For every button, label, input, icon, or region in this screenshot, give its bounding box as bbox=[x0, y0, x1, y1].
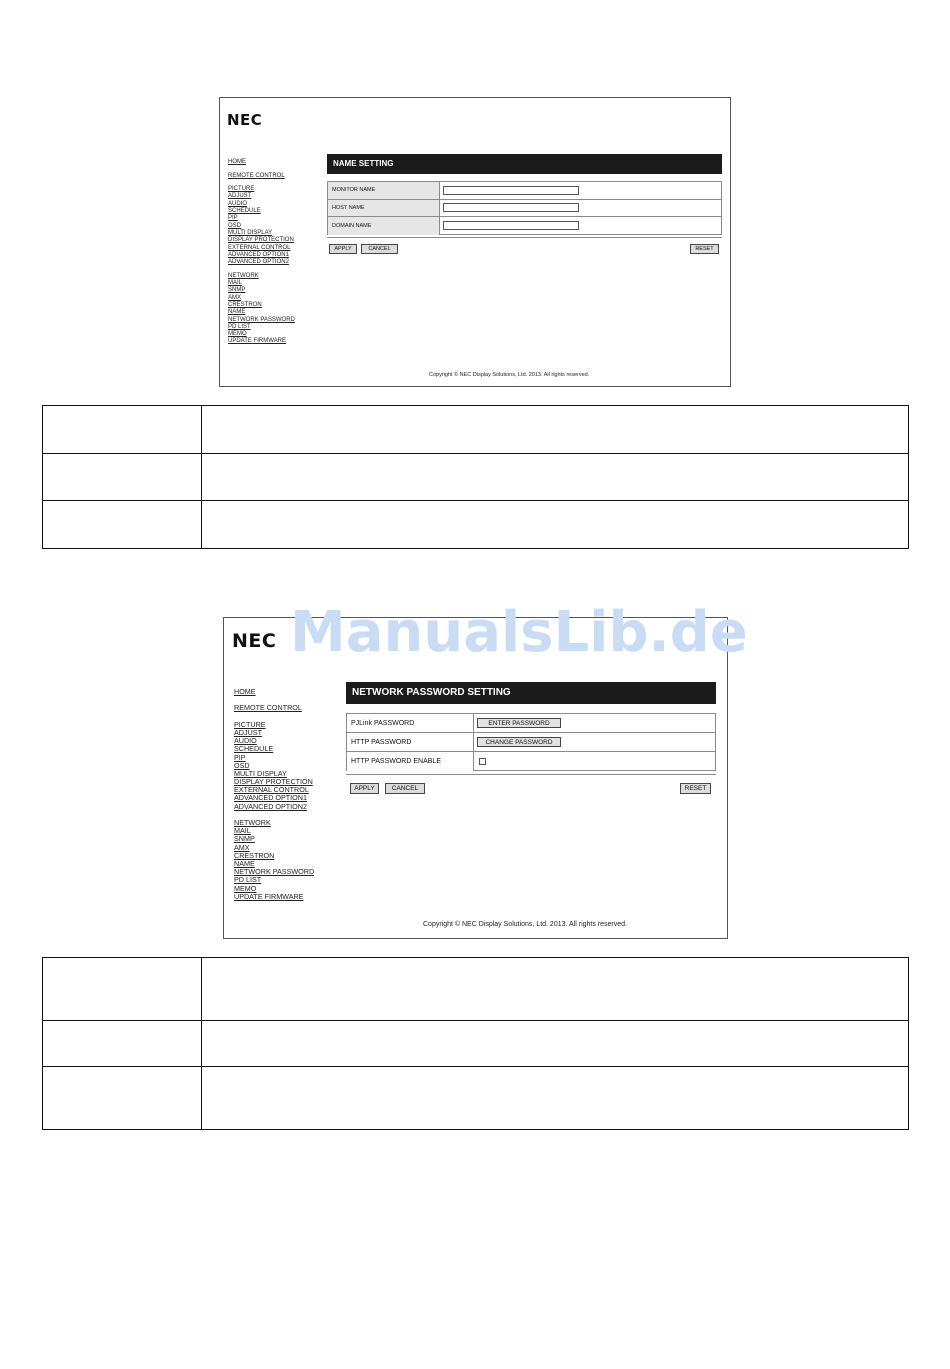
table-cell-value bbox=[202, 1067, 909, 1130]
nav-item-memo[interactable]: MEMO bbox=[234, 883, 257, 893]
nav-item-osd[interactable]: OSD bbox=[228, 222, 242, 229]
nav-item-remote-control[interactable]: REMOTE CONTROL bbox=[234, 703, 302, 713]
nav-item-osd[interactable]: OSD bbox=[234, 760, 250, 770]
table-row bbox=[43, 1021, 909, 1067]
nav-item-network[interactable]: NETWORK bbox=[234, 818, 271, 827]
nec-logo: NEC bbox=[227, 111, 263, 129]
network-password-screenshot bbox=[223, 617, 728, 939]
table-cell-key bbox=[43, 453, 202, 501]
sidebar-nav bbox=[234, 688, 314, 901]
host-name-label: HOST NAME bbox=[328, 200, 440, 217]
nav-item-multi-display[interactable]: MULTI DISPLAY bbox=[228, 229, 273, 236]
http-password-enable-checkbox[interactable] bbox=[479, 758, 486, 765]
nav-item-amx[interactable]: AMX bbox=[228, 294, 242, 301]
table-cell-key bbox=[43, 406, 202, 454]
page-title: NAME SETTING bbox=[327, 154, 722, 174]
nav-item-pd-list[interactable]: PD LIST bbox=[234, 875, 262, 885]
form-row-http-password bbox=[347, 733, 715, 752]
form-row-domain-name bbox=[328, 217, 721, 235]
nav-item-display-protection[interactable]: DISPLAY PROTECTION bbox=[234, 777, 313, 787]
nav-item-amx[interactable]: AMX bbox=[234, 842, 250, 852]
http-password-enable-label: HTTP PASSWORD ENABLE bbox=[347, 752, 474, 771]
nav-item-crestron[interactable]: CRESTRON bbox=[234, 850, 275, 860]
nav-item-external-control[interactable]: EXTERNAL CONTROL bbox=[228, 244, 291, 251]
table-cell-key bbox=[43, 1067, 202, 1130]
name-setting-screenshot bbox=[219, 97, 731, 387]
nav-item-advanced-option2[interactable]: ADVANCED OPTION2 bbox=[228, 259, 289, 266]
nav-item-display-protection[interactable]: DISPLAY PROTECTION bbox=[228, 237, 294, 244]
table-cell-value bbox=[202, 1021, 909, 1067]
table-cell-key bbox=[43, 1021, 202, 1067]
nav-item-pd-list[interactable]: PD LIST bbox=[228, 323, 251, 330]
table-cell-value bbox=[202, 406, 909, 454]
table-cell-key bbox=[43, 958, 202, 1021]
nav-item-name[interactable]: NAME bbox=[234, 858, 255, 868]
nav-item-snmp[interactable]: SNMP bbox=[228, 287, 246, 294]
nav-item-audio[interactable]: AUDIO bbox=[234, 736, 257, 746]
form-row-host-name bbox=[328, 200, 721, 218]
nav-item-snmp[interactable]: SNMP bbox=[234, 834, 255, 844]
divider bbox=[346, 774, 716, 775]
table-cell-value bbox=[202, 501, 909, 549]
table-cell-key bbox=[43, 501, 202, 549]
table-row bbox=[43, 1067, 909, 1130]
table-row bbox=[43, 453, 909, 501]
apply-button[interactable]: APPLY bbox=[329, 244, 357, 254]
nav-item-advanced-option1[interactable]: ADVANCED OPTION1 bbox=[234, 793, 307, 803]
table-cell-value bbox=[202, 453, 909, 501]
enter-password-button[interactable]: ENTER PASSWORD bbox=[477, 718, 561, 728]
table-row bbox=[43, 958, 909, 1021]
nav-item-memo[interactable]: MEMO bbox=[228, 331, 247, 338]
nav-item-network-password[interactable]: NETWORK PASSWORD bbox=[234, 867, 315, 877]
domain-name-label: DOMAIN NAME bbox=[328, 217, 440, 235]
form-row-monitor-name bbox=[328, 182, 721, 200]
monitor-name-input[interactable] bbox=[443, 186, 579, 195]
copyright-text: Copyright © NEC Display Solutions, Ltd. 2013. All rights reserved. bbox=[423, 921, 627, 928]
nav-item-pip[interactable]: PIP bbox=[228, 215, 238, 222]
nav-item-crestron[interactable]: CRESTRON bbox=[228, 301, 262, 308]
description-table-1 bbox=[42, 405, 909, 549]
nav-item-picture[interactable]: PICTURE bbox=[228, 186, 255, 193]
reset-button[interactable]: RESET bbox=[680, 783, 711, 794]
monitor-name-label: MONITOR NAME bbox=[328, 182, 440, 199]
nav-item-external-control[interactable]: EXTERNAL CONTROL bbox=[234, 785, 309, 795]
domain-name-input[interactable] bbox=[443, 221, 579, 230]
page-title: NETWORK PASSWORD SETTING bbox=[346, 682, 716, 704]
nav-item-adjust[interactable]: ADJUST bbox=[234, 727, 262, 737]
apply-button[interactable]: APPLY bbox=[350, 783, 379, 794]
nav-item-name[interactable]: NAME bbox=[228, 309, 246, 316]
reset-button[interactable]: RESET bbox=[690, 244, 719, 254]
nav-item-advanced-option1[interactable]: ADVANCED OPTION1 bbox=[228, 251, 289, 258]
nav-item-schedule[interactable]: SCHEDULE bbox=[234, 744, 274, 754]
sidebar-nav bbox=[228, 159, 295, 346]
nav-item-schedule[interactable]: SCHEDULE bbox=[228, 208, 261, 215]
nav-item-mail[interactable]: MAIL bbox=[228, 280, 243, 287]
table-cell-value bbox=[202, 958, 909, 1021]
nav-item-adjust[interactable]: ADJUST bbox=[228, 193, 252, 200]
table-row bbox=[43, 406, 909, 454]
nav-item-pip[interactable]: PIP bbox=[234, 752, 246, 762]
pjlink-password-label: PJLink PASSWORD bbox=[347, 714, 474, 732]
form-row-http-password-enable bbox=[347, 752, 715, 771]
copyright-text: Copyright © NEC Display Solutions, Ltd. 2013. All rights reserved. bbox=[429, 372, 590, 378]
nav-item-network-password[interactable]: NETWORK PASSWORD bbox=[228, 316, 295, 323]
cancel-button[interactable]: CANCEL bbox=[361, 244, 398, 254]
nav-item-update-firmware[interactable]: UPDATE FIRMWARE bbox=[234, 891, 304, 901]
description-table-2 bbox=[42, 957, 909, 1130]
nav-item-advanced-option2[interactable]: ADVANCED OPTION2 bbox=[234, 801, 307, 811]
divider bbox=[327, 237, 722, 238]
nav-item-update-firmware[interactable]: UPDATE FIRMWARE bbox=[228, 338, 286, 345]
watermark: ManualsLib.de bbox=[290, 600, 748, 665]
network-password-form bbox=[346, 713, 716, 771]
form-row-pjlink-password bbox=[347, 714, 715, 733]
http-password-label: HTTP PASSWORD bbox=[347, 733, 474, 751]
change-password-button[interactable]: CHANGE PASSWORD bbox=[477, 737, 561, 747]
nav-item-mail[interactable]: MAIL bbox=[234, 826, 251, 836]
host-name-input[interactable] bbox=[443, 203, 579, 212]
name-setting-form bbox=[327, 181, 722, 235]
table-row bbox=[43, 501, 909, 549]
nav-item-multi-display[interactable]: MULTI DISPLAY bbox=[234, 768, 287, 778]
cancel-button[interactable]: CANCEL bbox=[385, 783, 425, 794]
nav-item-remote-control[interactable]: REMOTE CONTROL bbox=[228, 172, 285, 179]
nav-item-picture[interactable]: PICTURE bbox=[234, 719, 266, 729]
nav-item-home[interactable]: HOME bbox=[228, 159, 246, 165]
nec-logo: NEC bbox=[232, 630, 277, 652]
nav-item-home[interactable]: HOME bbox=[234, 687, 256, 696]
nav-item-audio[interactable]: AUDIO bbox=[228, 200, 248, 207]
nav-item-network[interactable]: NETWORK bbox=[228, 272, 259, 279]
